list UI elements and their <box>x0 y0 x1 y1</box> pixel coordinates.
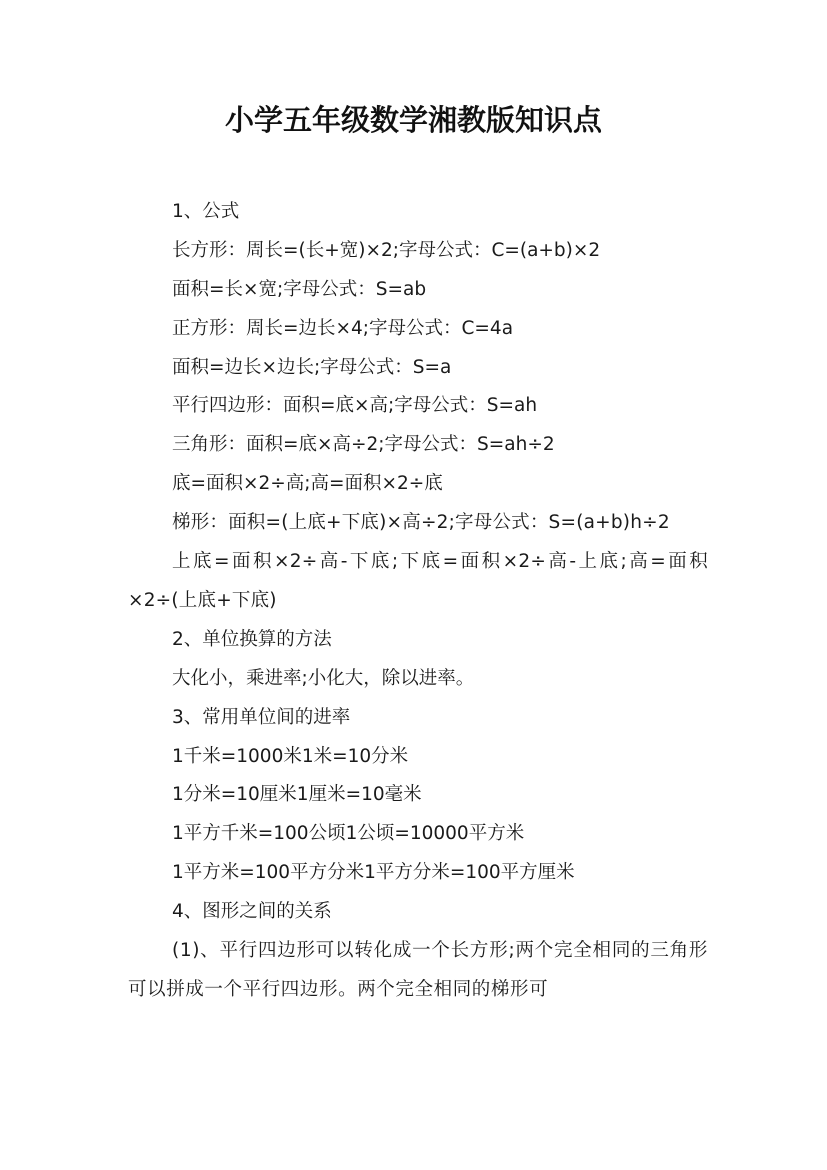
section-heading-shape-relations: 4、图形之间的关系 <box>172 901 332 923</box>
area-rate-km2-ha: 1平方千米=100公顷1公顷=10000平方米 <box>172 823 525 845</box>
shape-relations-paragraph: (1)、平行四边形可以转化成一个长方形;两个完全相同的三角形可以拼成一个平行四边形。两个完全相同的梯形可 <box>128 939 708 1000</box>
length-rate-dm-cm: 1分米=10厘米1厘米=10毫米 <box>172 784 422 806</box>
section-heading-formulas: 1、公式 <box>172 201 240 222</box>
area-rate-m2-dm2: 1平方米=100平方分米1平方分米=100平方厘米 <box>172 862 575 884</box>
document-body <box>128 193 708 1010</box>
rectangle-area-formula: 面积=长×宽;字母公式：S=ab <box>172 278 427 300</box>
triangle-area-formula: 三角形：面积=底×高÷2;字母公式：S=ah÷2 <box>172 434 555 456</box>
square-area-formula: 面积=边长×边长;字母公式：S=a <box>172 356 452 378</box>
trapezoid-derived-formulas: 上底=面积×2÷高-下底;下底=面积×2÷高-上底;高=面积×2÷(上底+下底) <box>128 551 708 611</box>
length-rate-km-m: 1千米=1000米1米=10分米 <box>172 745 409 767</box>
section-heading-unit-rates: 3、常用单位间的进率 <box>172 706 351 728</box>
parallelogram-area-formula: 平行四边形：面积=底×高;字母公式：S=ah <box>172 395 538 417</box>
trapezoid-area-formula: 梯形：面积=(上底+下底)×高÷2;字母公式：S=(a+b)h÷2 <box>172 512 670 534</box>
rectangle-perimeter-formula: 长方形：周长=(长+宽)×2;字母公式：C=(a+b)×2 <box>172 239 601 261</box>
square-perimeter-formula: 正方形：周长=边长×4;字母公式：C=4a <box>172 317 514 339</box>
document-title: 小学五年级数学湘教版知识点 <box>224 103 602 137</box>
unit-conversion-rule: 大化小，乘进率;小化大，除以进率。 <box>172 667 475 689</box>
section-heading-unit-conversion: 2、单位换算的方法 <box>172 628 332 650</box>
triangle-base-height-formula: 底=面积×2÷高;高=面积×2÷底 <box>172 473 443 495</box>
